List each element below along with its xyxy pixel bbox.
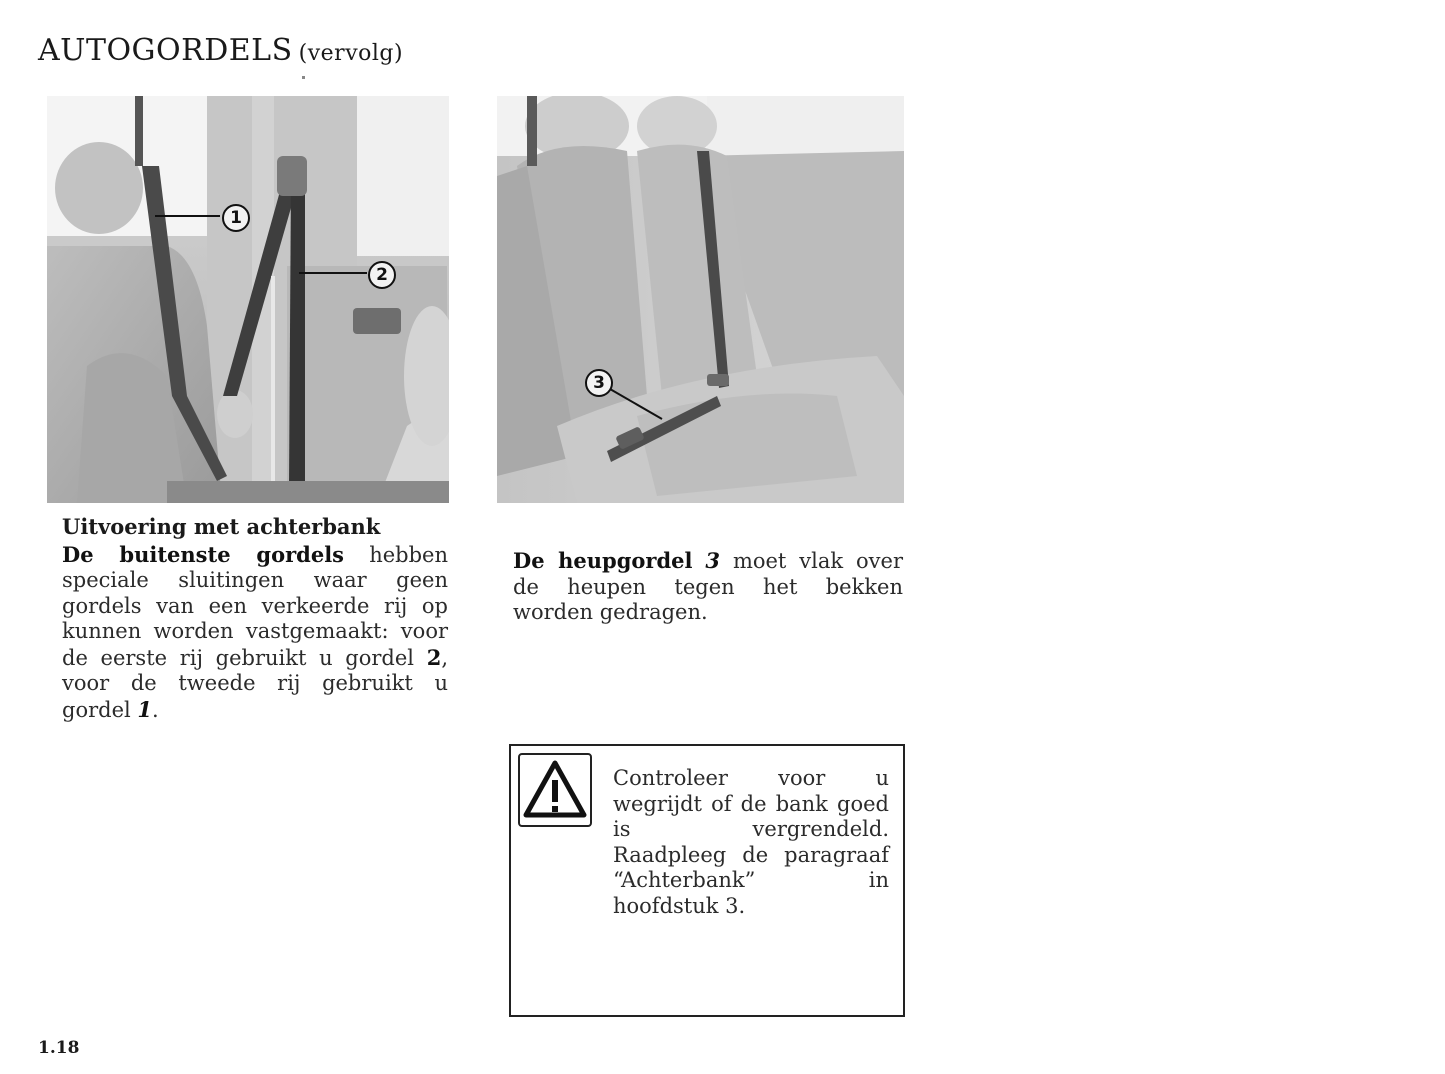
warning-triangle-icon bbox=[518, 753, 592, 827]
seatbelt-photo-left bbox=[47, 96, 449, 503]
left-text-part-3: . bbox=[152, 697, 159, 722]
left-text-part-1: hebben speciale sluitingen waar geen gordels van een verkeerde rij op kunnen worden vastgemaakt: voor de eerste rij gebruikt u gordel bbox=[62, 542, 448, 670]
page-title bbox=[38, 30, 403, 68]
warning-box bbox=[509, 744, 905, 1017]
left-column-text bbox=[62, 514, 448, 723]
left-paragraph bbox=[62, 542, 448, 724]
callout-2: 2 bbox=[368, 261, 396, 289]
callout-3: 3 bbox=[585, 369, 613, 397]
right-text: moet vlak over de heupen tegen het bekken worden gedragen. bbox=[513, 549, 903, 624]
warning-text: Controleer voor u wegrijdt of de bank goed is vergrendeld. Raadpleeg de paragraaf “Achterbank” in hoofdstuk 3. bbox=[613, 766, 889, 918]
left-ref-belt-2: 2 bbox=[426, 644, 442, 670]
right-ref-belt-3: 3 bbox=[705, 548, 721, 573]
left-ref-belt-1: 1 bbox=[137, 696, 153, 722]
lapbelt-photo-right bbox=[497, 96, 904, 503]
right-paragraph bbox=[513, 548, 903, 626]
print-mark bbox=[302, 76, 305, 79]
page-title-main: AUTOGORDELS bbox=[38, 33, 293, 68]
right-bold-lead: De heupgordel bbox=[513, 548, 693, 573]
left-bold-lead: De buitenste gordels bbox=[62, 541, 344, 567]
section-heading: Uitvoering met achterbank bbox=[62, 514, 381, 539]
callout-1: 1 bbox=[222, 204, 250, 232]
right-column-text bbox=[513, 548, 903, 626]
page-title-sub: (vervolg) bbox=[298, 41, 404, 66]
seatbelt-photo-left-illustration bbox=[47, 96, 449, 503]
lapbelt-photo-right-illustration bbox=[497, 96, 904, 503]
left-text-part-2: , voor de tweede rij gebruikt u gordel bbox=[62, 645, 448, 722]
page-number: 1.18 bbox=[38, 1038, 80, 1058]
